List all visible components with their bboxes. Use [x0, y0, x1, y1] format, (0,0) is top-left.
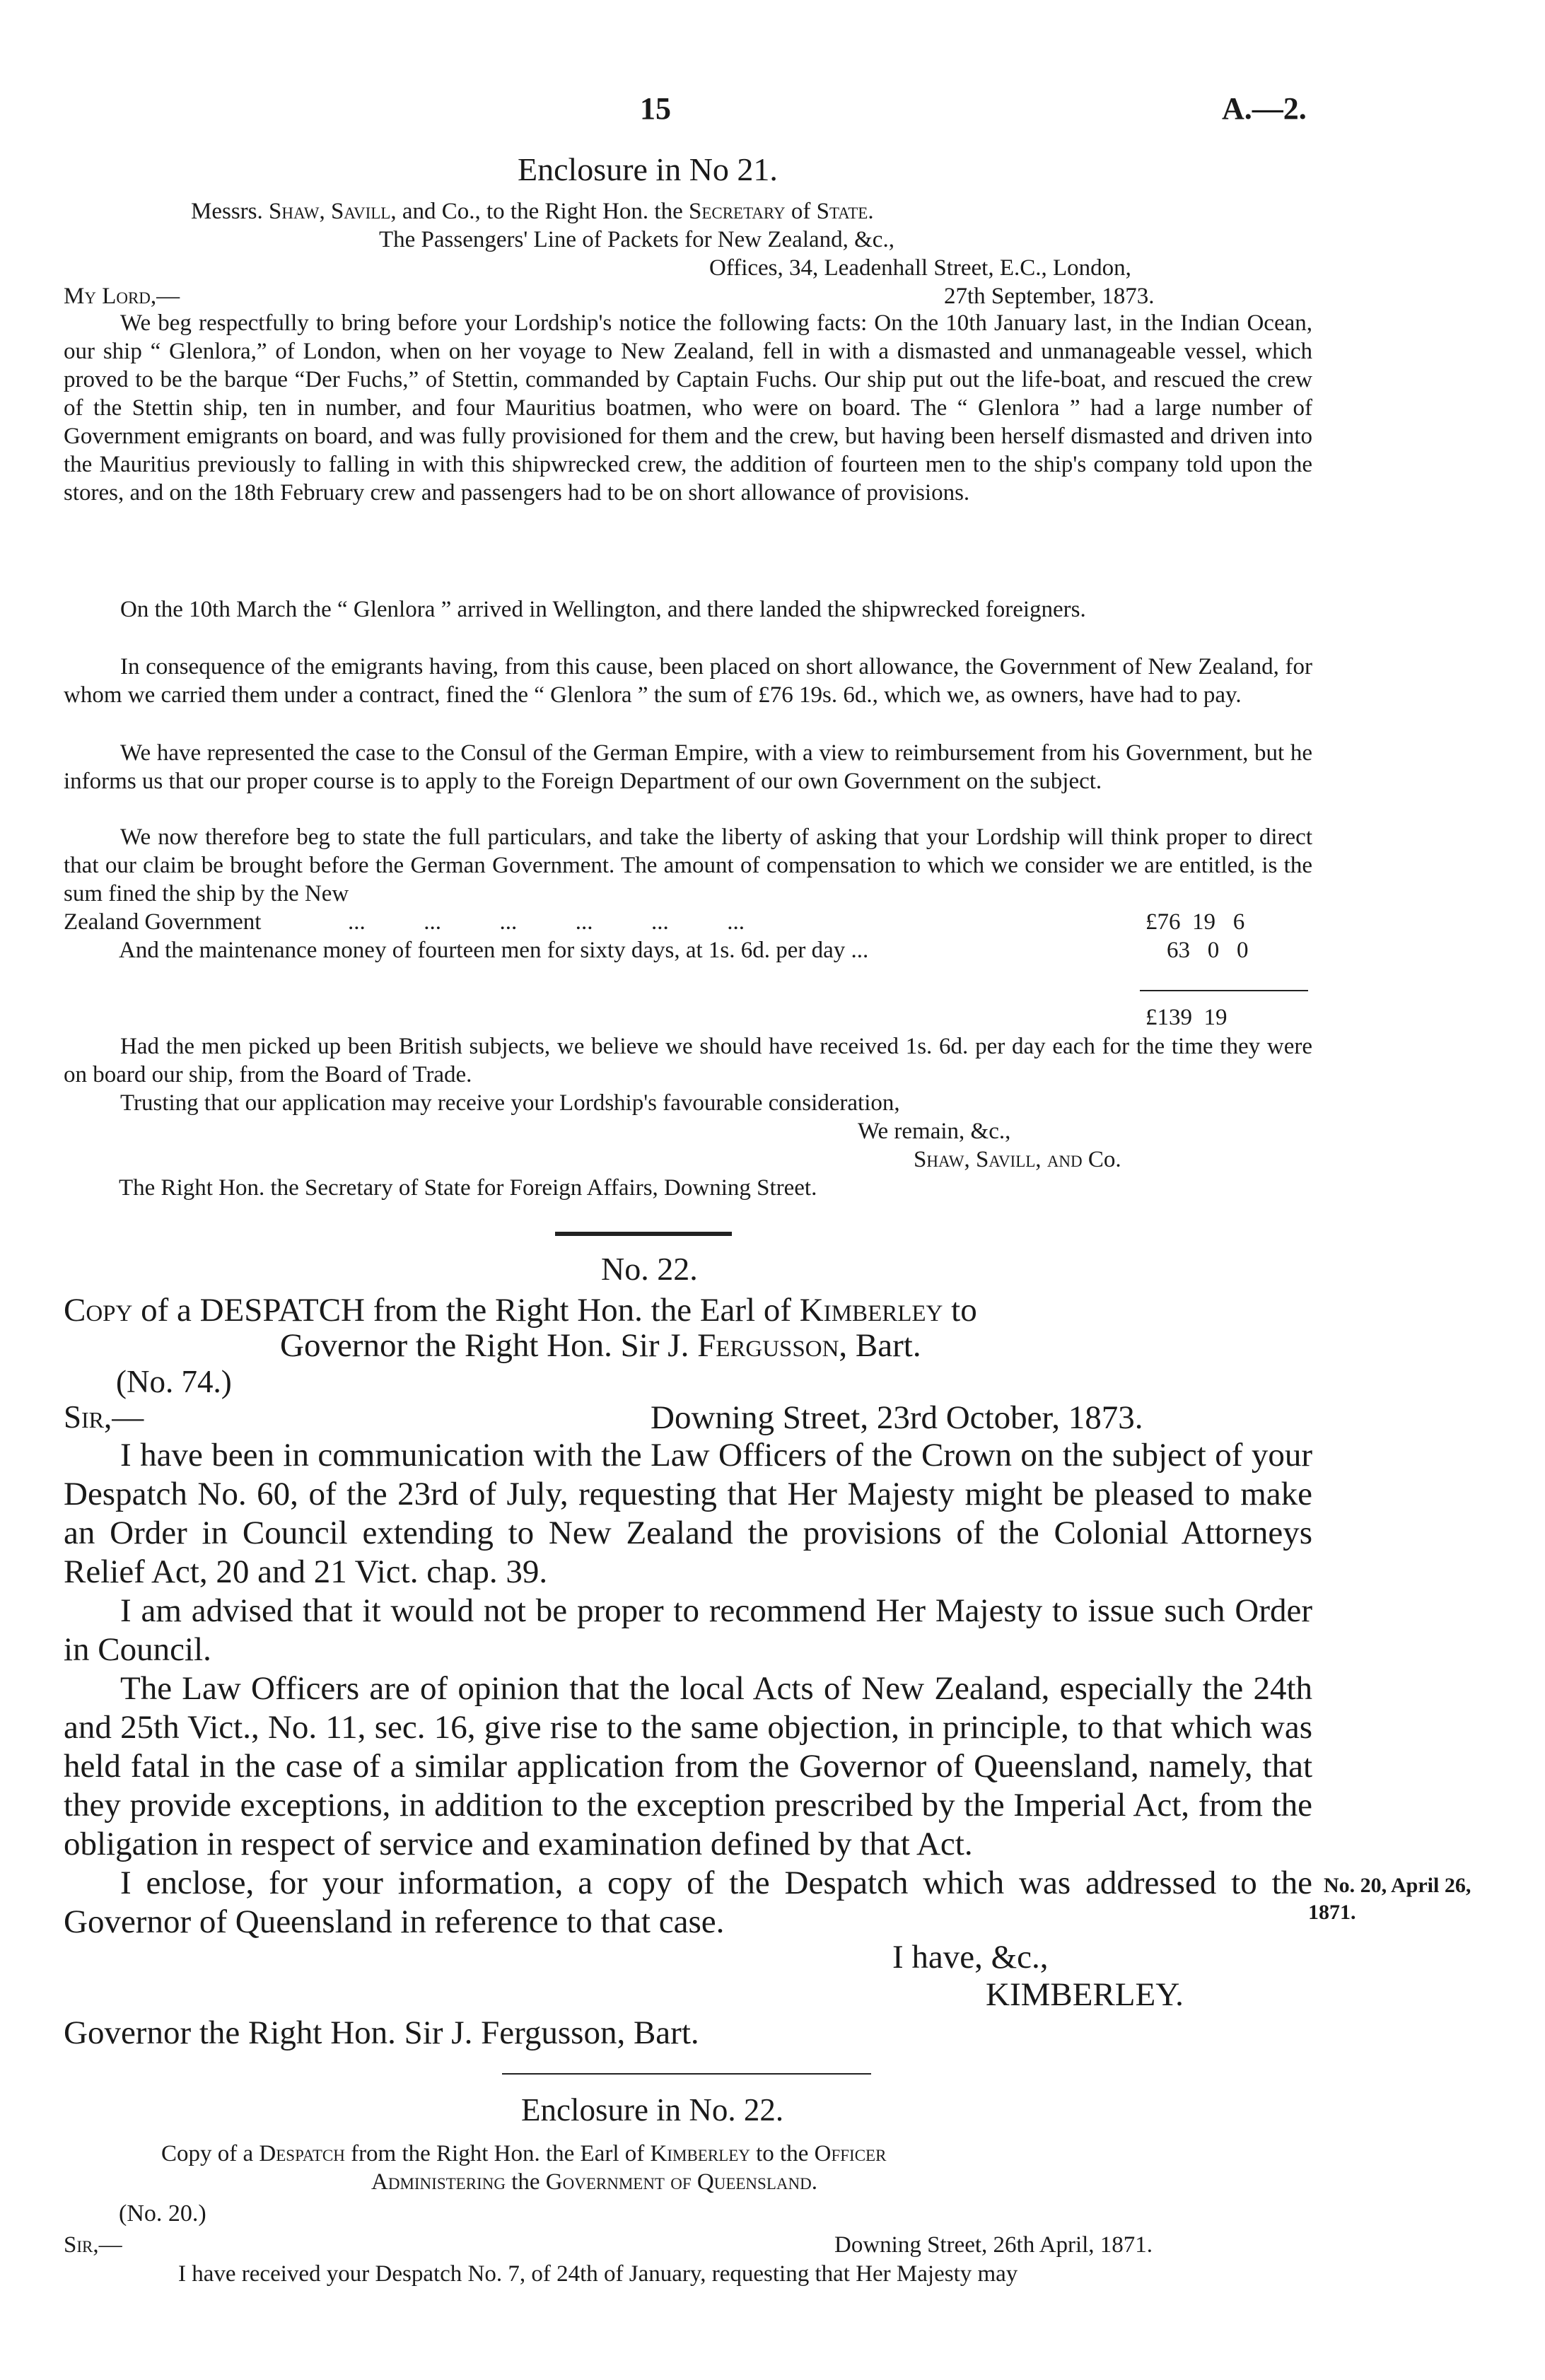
- despatch-date: Downing Street, 23rd October, 1873.: [651, 1399, 1143, 1436]
- signature-part: and: [1046, 1147, 1083, 1172]
- letter-date: 27th September, 1873.: [944, 284, 1155, 309]
- document-reference: A.—2.: [1222, 91, 1307, 126]
- paragraph: I enclose, for your information, a copy of the Despatch which was addressed to the Governor of Queensland in reference to that case.: [64, 1865, 1312, 1940]
- title-part: from the Right Hon. the Earl of: [351, 2141, 645, 2166]
- title-part: Copy: [64, 1292, 133, 1329]
- packet-line-name: The Passengers' Line of Packets for New Zealand, &c.,: [379, 227, 894, 252]
- enclosure-22-title-line-1: [161, 2140, 886, 2168]
- from-line-part: Messrs.: [191, 199, 263, 224]
- claim-leader-dots: ... ... ... ... ... ...: [348, 909, 745, 935]
- signature-part: Shaw, Savill,: [914, 1147, 1042, 1172]
- salutation: Sir,—: [64, 1399, 144, 1435]
- claim-label: Zealand Government: [64, 909, 262, 935]
- title-part: to: [951, 1292, 977, 1329]
- enclosure-21-from-line: [191, 197, 874, 226]
- paragraph: I have been in communication with the Law Officers of the Crown on the subject of your Despatch No. 60, of the 23rd of July, requesting that Her Majesty might be pleased to make an Order in Council extending to New Zealand the provisions of the Colonial Attorneys Relief Act, 20 and 21 Vict. chap. 39.: [64, 1437, 1312, 1590]
- enclosure-22-heading: Enclosure in No. 22.: [521, 2092, 784, 2128]
- margin-note: No. 20, April 26,: [1324, 1874, 1471, 1897]
- section-divider: [502, 2073, 871, 2075]
- title-part: Bart.: [855, 1327, 921, 1364]
- title-part: of a DESPATCH from the Right Hon. the Earl of: [141, 1292, 792, 1329]
- enclosure-21-heading: Enclosure in No 21.: [518, 151, 778, 187]
- title-part: to the: [756, 2141, 809, 2166]
- title-part: Government: [545, 2169, 665, 2195]
- paragraph: In consequence of the emigrants having, from this cause, been placed on short allowance, the Government of New Zealand, for whom we carried them under a contract, fined the “ Glenlora ” the sum of £76 19s. 6d., which we, as owners, have had to pay.: [64, 654, 1312, 708]
- paragraph: Had the men picked up been British subjects, we believe we should have received 1s. 6d. per day each for the time they were on board our ship, from the Board of Trade.: [64, 1034, 1312, 1087]
- paragraph: Trusting that our application may receive your Lordship's favourable consideration,: [120, 1090, 900, 1116]
- salutation: Sir,—: [64, 2232, 122, 2258]
- title-part: of: [670, 2169, 692, 2195]
- letter-closing: We remain, &c.,: [858, 1119, 1011, 1144]
- paragraph: We have represented the case to the Consul of the German Empire, with a view to reimbursement from his Government, but he informs us that our proper course is to apply to the Foreign Department of our own Government on the subject.: [64, 740, 1312, 794]
- letter-signature: [914, 1145, 1121, 1174]
- paragraph: I am advised that it would not be proper to recommend Her Majesty to issue such Order in Council.: [64, 1592, 1312, 1668]
- section-divider: [555, 1232, 732, 1236]
- letter-addressee: The Right Hon. the Secretary of State for Foreign Affairs, Downing Street.: [119, 1175, 817, 1201]
- title-part: Governor the Right Hon. Sir J.: [280, 1327, 689, 1364]
- despatch-closing: I have, &c.,: [892, 1939, 1049, 1976]
- from-line-part: State.: [816, 199, 874, 224]
- page-number: 15: [640, 91, 671, 126]
- despatch-title-line-2: [280, 1326, 921, 1365]
- despatch-reference-number: (No. 74.): [116, 1364, 232, 1399]
- claim-amount: £76 19 6: [1145, 909, 1245, 935]
- title-part: Administering: [371, 2169, 506, 2195]
- paragraph: On the 10th March the “ Glenlora ” arrived in Wellington, and there landed the shipwrecked foreigners.: [120, 597, 1086, 622]
- enclosure-22-title-line-2: [371, 2168, 817, 2196]
- paragraph: The Law Officers are of opinion that the local Acts of New Zealand, especially the 24th and 25th Vict., No. 11, sec. 16, give rise to the same objection, in principle, to that which was held fatal in the case of a similar application from the Governor of Queensland, namely, that they provide exceptions, in addition to the exception prescribed by the Imperial Act, from the obligation in respect of service and examination defined by that Act.: [64, 1670, 1312, 1862]
- salutation: My Lord,—: [64, 284, 180, 309]
- title-part: Queensland.: [696, 2169, 817, 2195]
- signature-part: Co.: [1088, 1147, 1121, 1172]
- paragraph: I have received your Despatch No. 7, of 24th of January, requesting that Her Majesty may: [178, 2261, 1018, 2287]
- enclosure-22-despatch-number: (No. 20.): [119, 2200, 206, 2227]
- title-part: the: [511, 2169, 540, 2195]
- despatch-signature: KIMBERLEY.: [986, 1976, 1184, 2013]
- title-part: Kimberley: [650, 2141, 750, 2166]
- claim-total: £139 19: [1145, 1005, 1228, 1030]
- title-part: Fergusson,: [697, 1327, 848, 1364]
- despatch-addressee: Governor the Right Hon. Sir J. Fergusson, Bart.: [64, 2014, 699, 2051]
- total-rule: [1140, 990, 1308, 991]
- claim-amount: 63 0 0: [1167, 938, 1249, 963]
- title-part: Copy of a: [161, 2141, 254, 2166]
- title-part: Despatch: [259, 2141, 345, 2166]
- despatch-number-heading: No. 22.: [601, 1251, 698, 1287]
- title-part: Kimberley: [799, 1292, 943, 1329]
- claim-label: And the maintenance money of fourteen men for sixty days, at 1s. 6d. per day ...: [119, 938, 869, 963]
- from-line-part: of: [791, 199, 811, 224]
- enclosure-22-date: Downing Street, 26th April, 1871.: [834, 2232, 1153, 2258]
- sender-address: Offices, 34, Leadenhall Street, E.C., London,: [709, 255, 1131, 281]
- from-line-part: and Co., to the Right Hon. the: [402, 199, 683, 224]
- paragraph: We now therefore beg to state the full particulars, and take the liberty of asking that your Lordship will think proper to direct that our claim be brought before the German Government. The amount of compensation to which we consider we are entitled, is the sum fined the ship by the New: [64, 824, 1312, 906]
- margin-note: 1871.: [1308, 1901, 1356, 1924]
- from-line-part: Shaw, Savill,: [269, 199, 397, 224]
- from-line-part: Secretary: [688, 199, 786, 224]
- despatch-title-line-1: [64, 1291, 977, 1329]
- paragraph: We beg respectfully to bring before your Lordship's notice the following facts: On the 10th January last, in the Indian Ocean, our ship “ Glenlora,” of London, when on her voyage to New Zealand, fell in with a dismasted and unmanageable vessel, which proved to be the barque “Der Fuchs,” of Stettin, commanded by Captain Fuchs. Our ship put out the life-boat, and rescued the crew of the Stettin ship, ten in number, and four Mauritius boatmen, who were on board. The “ Glenlora ” had a large number of Government emigrants on board, and was fully provisioned for them and the crew, but having been herself dismasted and driven into the Mauritius previously to falling in with this shipwrecked crew, the addition of fourteen men to the ship's company told upon the stores, and on the 18th February crew and passengers had to be on short allowance of provisions.: [64, 310, 1312, 506]
- title-part: Officer: [814, 2141, 887, 2166]
